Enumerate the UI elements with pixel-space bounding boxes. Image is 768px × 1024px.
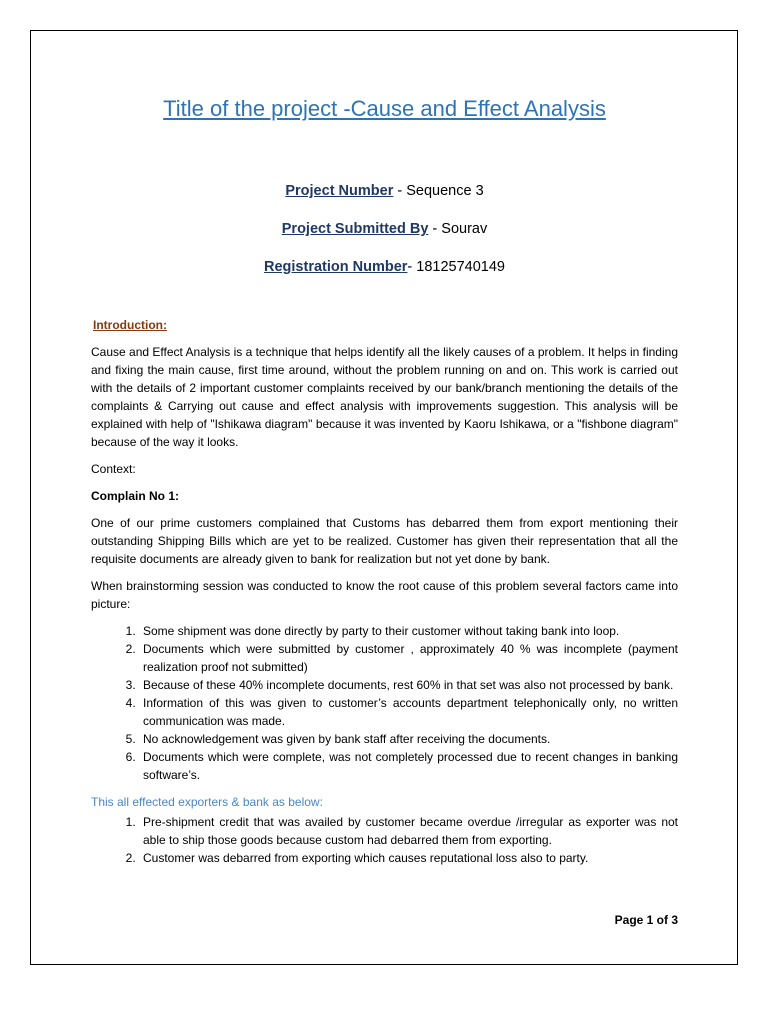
list-item: 2. Customer was debarred from exporting which causes reputational loss also to party. (139, 849, 678, 867)
project-number-value: - Sequence 3 (393, 183, 484, 199)
list-item: 5. No acknowledgement was given by bank staff after receiving the documents. (139, 730, 678, 748)
list-item: 2. Documents which were submitted by customer , approximately 40 % was incomplete (payment realization proof not submitted) (139, 640, 678, 676)
list-item: 1. Some shipment was done directly by party to their customer without taking bank into loop. (139, 622, 678, 640)
submitted-by-line (91, 218, 678, 240)
page-number: Page 1 of 3 (614, 913, 678, 927)
document-title: Title of the project -Cause and Effect Analysis (163, 96, 606, 121)
introduction-paragraph: Cause and Effect Analysis is a technique that helps identify all the likely causes of a problem. It helps in finding and fixing the main cause, first time around, without the problem running on and on. This work is carried out with the details of 2 important customer complaints received by our bank/branch mentioning the details of the complaints & Carrying out cause and effect analysis with improvements suggestion. This analysis will be explained with help of "Ishikawa diagram" because it was invented by Kaoru Ishikawa, or a "fishbone diagram" because of the way it looks. (91, 345, 678, 449)
introduction-heading: Introduction: (93, 318, 167, 332)
effects-heading: This all effected exporters & bank as below: (91, 795, 323, 809)
brainstorm-paragraph: When brainstorming session was conducted to know the root cause of this problem several factors came into picture: (91, 579, 678, 611)
factors-list (91, 622, 678, 784)
effects-list (91, 813, 678, 867)
submitted-by-value: - Sourav (428, 221, 488, 237)
registration-line (91, 256, 678, 278)
project-number-line (91, 180, 678, 202)
registration-label: Registration Number (264, 259, 408, 275)
list-item: 1. Pre-shipment credit that was availed by customer became overdue /irregular as exporter was not able to ship those goods because custom had debarred them from exporting. (139, 813, 678, 849)
list-item: 6. Documents which were complete, was not completely processed due to recent changes in banking software’s. (139, 748, 678, 784)
list-item: 4. Information of this was given to customer’s accounts department telephonically only, no written communication was made. (139, 694, 678, 730)
submitted-by-label: Project Submitted By (281, 221, 429, 237)
complaint-heading: Complain No 1: (91, 489, 180, 503)
project-number-label: Project Number (285, 183, 394, 199)
document-body (91, 94, 678, 876)
context-label: Context: (91, 462, 136, 476)
registration-value: - 18125740149 (407, 259, 505, 275)
complaint-paragraph: One of our prime customers complained that Customs has debarred them from export mentioning their outstanding Shipping Bills which are yet to be realized. Customer has given their representation that all the requisite documents are already given to bank for realization but not yet done by bank. (91, 516, 678, 566)
list-item: 3. Because of these 40% incomplete documents, rest 60% in that set was also not processed by bank. (139, 676, 678, 694)
